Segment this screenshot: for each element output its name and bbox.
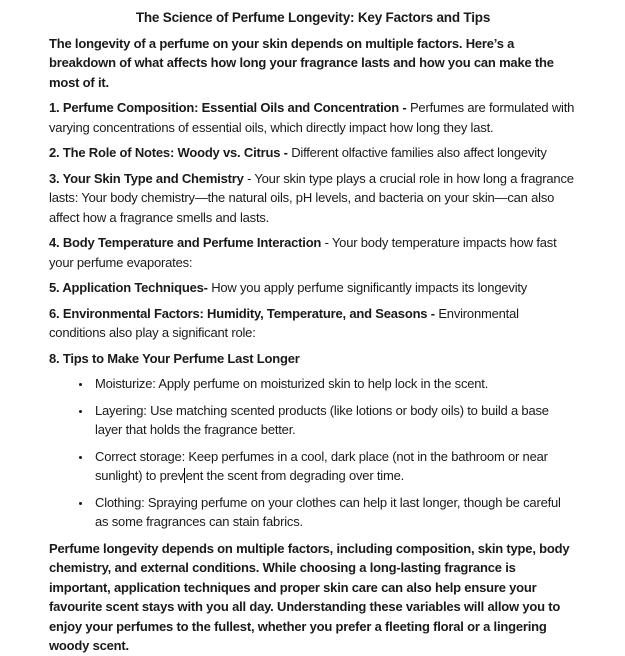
document-title: The Science of Perfume Longevity: Key Factors and Tips: [135, 10, 491, 25]
section-2-label: 2. The Role of Notes: Woody vs. Citrus -: [49, 145, 288, 160]
section-paragraph-4: [49, 233, 577, 272]
section-1-label: 1. Perfume Composition: Essential Oils and Concentration -: [49, 100, 407, 115]
tip-item-clothing: [92, 493, 577, 532]
section-1-text: Perfumes are formulated with varying concentrations of essential oils, which directly impact how long they last.: [49, 100, 575, 135]
tips-heading: 8. Tips to Make Your Perfume Last Longer: [49, 350, 300, 366]
tip-item-storage: [92, 447, 577, 486]
section-paragraph-2: [49, 143, 577, 163]
section-paragraph-3: [49, 169, 577, 228]
section-paragraph-5: [49, 278, 577, 298]
section-paragraph-6: [49, 304, 577, 343]
tip-clothing-text: Clothing: Spraying perfume on your clothes can help it last longer, though be careful as some fragrances can stain fabrics.: [95, 494, 561, 529]
section-3-label: 3. Your Skin Type and Chemistry: [49, 170, 244, 186]
section-4-text: - Your body temperature impacts how fast your perfume evaporates:: [49, 235, 557, 270]
section-3-text: - Your skin type plays a crucial role in how long a fragrance lasts: Your body chemistry—the natural oils, pH levels, and bacteria on your skin—can also affect how a fragrance smells and lasts.: [49, 170, 574, 225]
section-5-label: 5. Application Techniques-: [49, 280, 208, 295]
tip-storage-text-before-caret: Correct storage: Keep perfumes in a cool, dark place (not in the bathroom or near sunlight) to prev: [95, 448, 548, 483]
conclusion-paragraph: Perfume longevity depends on multiple factors, including composition, skin type, body chemistry, and external conditions. While choosing a long-lasting fragrance is important, application techniques and proper skin care can also help ensure your favourite scent stays with you all day. Understanding these variables will allow you to enjoy your perfumes to the fullest, whether you prefer a fleeting floral or a lingering woody scent.: [49, 540, 570, 653]
tip-storage-text-after-caret: ent the scent from degrading over time.: [185, 468, 405, 483]
intro-paragraph: The longevity of a perfume on your skin depends on multiple factors. Here’s a breakdown of what affects how long your fragrance lasts and how you can make the most of it.: [49, 35, 554, 90]
section-paragraph-1: [49, 98, 577, 137]
tip-item-layering: [92, 401, 577, 440]
section-6-label: 6. Environmental Factors: Humidity, Temperature, and Seasons -: [49, 305, 435, 321]
tip-item-moisturize: [92, 374, 577, 394]
section-4-label: 4. Body Temperature and Perfume Interaction: [49, 235, 322, 250]
tip-moisturize-text: Moisturize: Apply perfume on moisturized skin to help lock in the scent.: [95, 376, 489, 391]
section-5-text: How you apply perfume significantly impacts its longevity: [211, 280, 528, 295]
section-6-text: Environmental conditions also play a significant role:: [49, 305, 519, 340]
tips-list: [49, 374, 577, 532]
tip-layering-text: Layering: Use matching scented products (like lotions or body oils) to build a base layer that holds the fragrance better.: [95, 402, 549, 437]
section-2-text: Different olfactive families also affect longevity: [291, 145, 547, 160]
